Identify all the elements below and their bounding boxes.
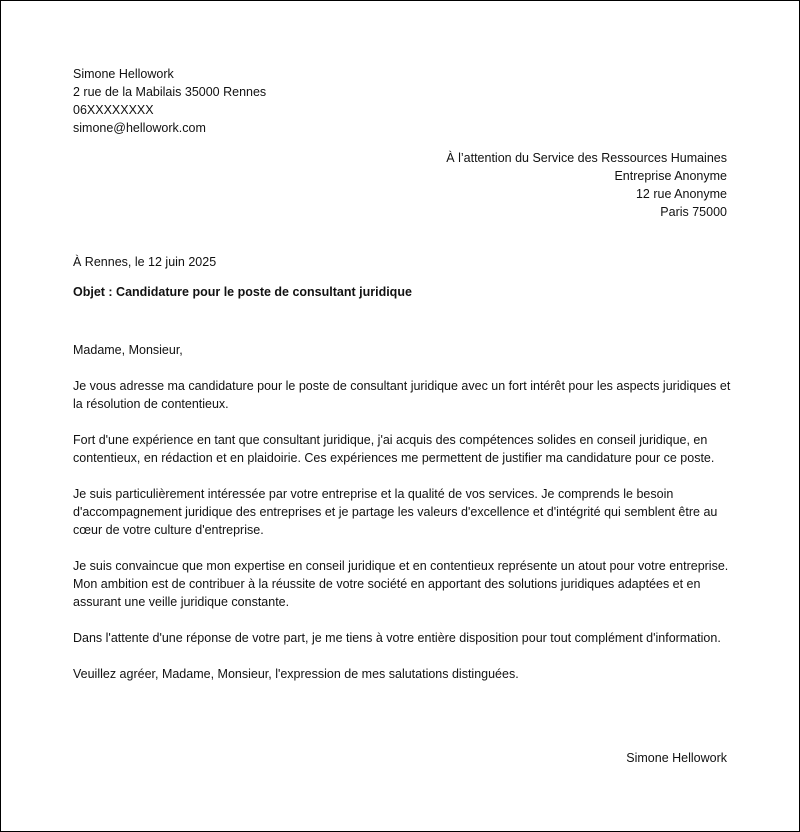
paragraph-closing: Veuillez agréer, Madame, Monsieur, l'expression de mes salutations distinguées. [73, 667, 519, 681]
date-line: À Rennes, le 12 juin 2025 [73, 255, 217, 269]
recipient-block [446, 149, 727, 221]
recipient-street: 12 rue Anonyme [635, 187, 727, 201]
sender-block [73, 65, 266, 137]
paragraph-experience: Fort d'une expérience en tant que consultant juridique, j'ai acquis des compétences solides en conseil juridique, en contentieux, en rédaction et en plaidoirie. Ces expériences me permettent de justifier ma candidature pour ce poste. [73, 433, 715, 465]
recipient-city: Paris 75000 [660, 205, 727, 219]
sender-email: simone@hellowork.com [73, 121, 206, 135]
paragraph-motivation: Je suis particulièrement intéressée par votre entreprise et la qualité de vos services. Je comprends le besoin d'accompagnement juridique des entreprises et je partage les valeurs d'excellence et d'intégrité qui semblent être au cœur de votre culture d'entreprise. [73, 487, 718, 537]
paragraph-ambition: Je suis convaincue que mon expertise en conseil juridique et en contentieux représente un atout pour votre entreprise. Mon ambition est de contribuer à la réussite de votre société en apportant des solutions juridiques adaptées et en assurant une veille juridique constante. [73, 559, 729, 609]
letter-body [73, 341, 733, 701]
signature: Simone Hellowork [626, 751, 727, 765]
sender-name: Simone Hellowork [73, 67, 174, 81]
recipient-attention: À l’attention du Service des Ressources Humaines [446, 151, 727, 165]
salutation: Madame, Monsieur, [73, 343, 183, 357]
subject-line: Objet : Candidature pour le poste de consultant juridique [73, 285, 412, 299]
paragraph-availability: Dans l'attente d'une réponse de votre part, je me tiens à votre entière disposition pour tout complément d'information. [73, 631, 721, 645]
sender-phone: 06XXXXXXXX [73, 103, 154, 117]
paragraph-intro: Je vous adresse ma candidature pour le poste de consultant juridique avec un fort intérêt pour les aspects juridiques et la résolution de contentieux. [73, 379, 731, 411]
recipient-company: Entreprise Anonyme [614, 169, 727, 183]
sender-address: 2 rue de la Mabilais 35000 Rennes [73, 85, 267, 99]
